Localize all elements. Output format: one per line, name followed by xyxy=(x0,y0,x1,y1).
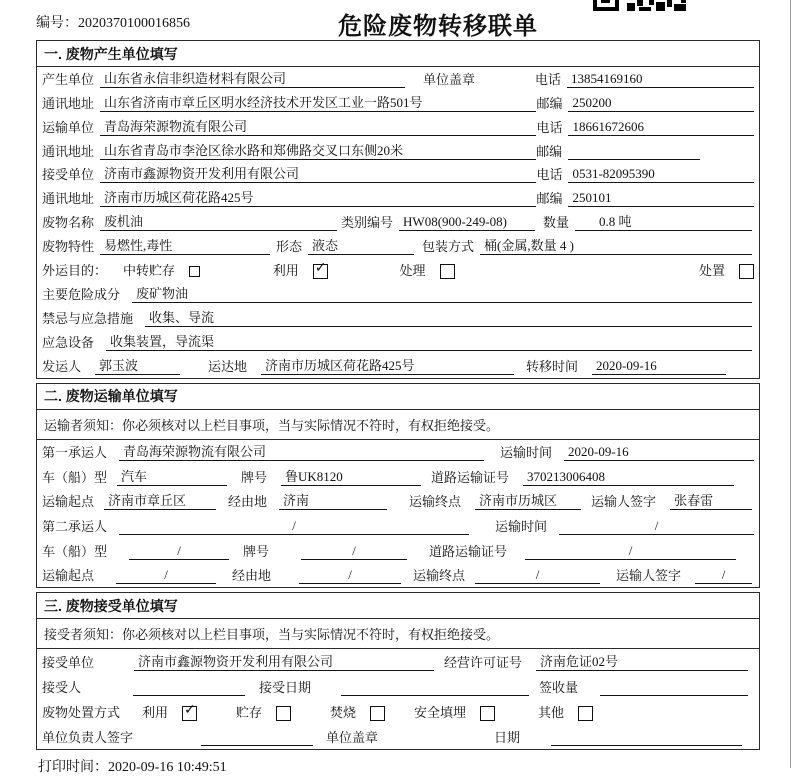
checkbox-disposal-utilize: ✓ xyxy=(182,706,197,721)
section-producer xyxy=(36,40,760,379)
category-code-field: HW08(900-249-08) xyxy=(399,214,535,231)
received-amount-field xyxy=(600,679,748,696)
serial-number xyxy=(36,12,190,32)
checkbox-disposal-landfill xyxy=(480,706,495,721)
manifest-form xyxy=(36,40,760,750)
row-consignor xyxy=(37,354,759,378)
carrier-sign1-label: 运输人签字 xyxy=(591,494,657,510)
origin2-label: 运输起点 xyxy=(42,568,95,584)
terminal2-field: / xyxy=(475,567,600,584)
producer-unit-field: 山东省永信非织造材料有限公司 xyxy=(100,68,405,88)
receiver-zip-label: 邮编 xyxy=(536,191,563,207)
disposal-landfill-label: 安全填埋 xyxy=(414,705,467,721)
row-disposal-method xyxy=(37,699,759,724)
page-edge-line xyxy=(790,0,791,768)
terminal1-label: 运输终点 xyxy=(409,494,462,510)
receive-unit-field: 济南市鑫源物资开发利用有限公司 xyxy=(134,651,434,671)
date-label: 日期 xyxy=(494,730,521,746)
quantity-label: 数量 xyxy=(543,215,570,231)
row-route1 xyxy=(37,489,759,514)
transporter-address-field: 山东省青岛市李沧区徐水路和郑佛路交叉口东侧20米 xyxy=(100,140,536,160)
disposal-incinerate-label: 焚烧 xyxy=(330,705,357,721)
form-label: 形态 xyxy=(276,239,303,255)
carrier2-label: 第二承运人 xyxy=(42,518,108,534)
waste-property-label: 废物特性 xyxy=(42,239,95,255)
row-carrier2 xyxy=(37,513,759,538)
print-time-label: 打印时间： xyxy=(38,760,108,776)
transport-date2-field: / xyxy=(559,518,754,535)
receiver-address-label: 通讯地址 xyxy=(42,191,95,207)
checkbox-disposal-other xyxy=(578,706,593,721)
road-permit1-label: 道路运输证号 xyxy=(431,469,510,485)
consignor-field: 郭玉波 xyxy=(95,355,180,375)
category-code-label: 类别编号 xyxy=(341,215,394,231)
transfer-date-field: 2020-09-16 xyxy=(592,358,726,375)
date-field xyxy=(551,729,742,746)
vehicle-type1-field: 汽车 xyxy=(117,466,227,486)
consignor-label: 发运人 xyxy=(42,358,82,374)
receiver-person-field xyxy=(133,679,245,696)
disposal-other-label: 其他 xyxy=(538,705,565,721)
plate1-field: 鲁UK8120 xyxy=(281,466,421,486)
carrier1-field: 青岛海荣源物流有限公司 xyxy=(119,441,484,461)
emergency-equipment-field: 收集装置，导流渠 xyxy=(106,331,752,351)
row-vehicle1 xyxy=(37,464,759,489)
packaging-field: 桶(金属,数量 4 ) xyxy=(480,235,752,255)
receiver-address-field: 济南市历城区荷花路425号 xyxy=(100,187,536,207)
destination-label: 运达地 xyxy=(208,358,248,374)
producer-address-field: 山东省济南市章丘区明水经济技术开发区工业一路501号 xyxy=(100,92,536,112)
row-vehicle2 xyxy=(37,538,759,563)
unit-seal2-label: 单位盖章 xyxy=(326,730,379,746)
row-transporter-unit xyxy=(37,115,759,139)
origin1-field: 济南市章丘区 xyxy=(104,490,216,510)
receiver-person-label: 接受人 xyxy=(42,680,82,696)
transporter-unit-label: 运输单位 xyxy=(42,119,95,135)
packaging-label: 包装方式 xyxy=(422,239,475,255)
main-hazard-field: 废矿物油 xyxy=(132,283,752,303)
page-title: 危险废物转移联单 xyxy=(338,13,538,40)
disposal-method-label: 废物处置方式 xyxy=(42,705,121,721)
section-transporter xyxy=(36,383,760,589)
row-route2 xyxy=(37,563,759,588)
carrier2-field: / xyxy=(119,518,469,535)
main-hazard-label: 主要危险成分 xyxy=(42,286,121,302)
purpose-treat-label: 处理 xyxy=(399,263,426,279)
row-receiver-person xyxy=(37,674,759,699)
receive-date-field xyxy=(341,679,529,696)
print-time xyxy=(38,756,796,776)
transporter-zip-label: 邮编 xyxy=(536,143,563,159)
checkbox-utilize: ✓ xyxy=(313,264,328,279)
via1-label: 经由地 xyxy=(228,494,268,510)
plate2-field: / xyxy=(301,543,407,560)
transport-date2-label: 运输时间 xyxy=(494,518,547,534)
purpose-utilize-label: 利用 xyxy=(272,263,299,279)
road-permit2-field: / xyxy=(525,543,736,560)
receiver-notice: 接受者须知：你必须核对以上栏目事项，当与实际情况不符时，有权拒绝接受。 xyxy=(37,619,759,649)
via1-field: 济南 xyxy=(279,490,387,510)
row-main-hazard xyxy=(37,282,759,306)
road-permit1-field: 370213006408 xyxy=(523,469,734,486)
license-label: 经营许可证号 xyxy=(444,655,523,671)
transport-date1-label: 运输时间 xyxy=(499,445,552,461)
receiver-phone-field: 0531-82095390 xyxy=(568,166,754,183)
checkbox-disposal-storage xyxy=(276,706,291,721)
waste-name-label: 废物名称 xyxy=(42,215,95,231)
destination-field: 济南市历城区荷花路425号 xyxy=(261,355,514,375)
disposal-utilize-label: 利用 xyxy=(142,705,169,721)
manager-sign-label: 单位负责人签字 xyxy=(42,730,134,746)
producer-unit-label: 产生单位 xyxy=(42,71,95,87)
qr-code-fragment xyxy=(593,0,689,12)
taboo-field: 收集、导流 xyxy=(145,307,752,327)
carrier-sign2-field: / xyxy=(695,567,752,584)
origin2-field: / xyxy=(116,567,216,584)
via2-field: / xyxy=(299,567,401,584)
row-transporter-address xyxy=(37,139,759,163)
document-header xyxy=(0,0,796,40)
serial-label: 编号： xyxy=(36,16,78,31)
road-permit2-label: 道路运输证号 xyxy=(429,543,508,559)
transfer-purpose-label: 外运目的： xyxy=(42,263,108,279)
row-producer-unit xyxy=(37,67,759,91)
transporter-notice: 运输者须知：你必须核对以上栏目事项，当与实际情况不符时，有权拒绝接受。 xyxy=(37,410,759,440)
received-amount-label: 签收量 xyxy=(539,680,579,696)
checkbox-treat xyxy=(440,264,455,279)
transporter-phone-label: 电话 xyxy=(536,119,563,135)
receive-unit-label: 接受单位 xyxy=(42,655,95,671)
row-producer-address xyxy=(37,91,759,115)
transfer-date-label: 转移时间 xyxy=(526,358,579,374)
transporter-phone-field: 18661672606 xyxy=(568,119,754,136)
checkbox-transfer-storage xyxy=(189,266,200,277)
row-carrier1 xyxy=(37,440,759,465)
transport-date1-field: 2020-09-16 xyxy=(564,444,754,461)
checkbox-dispose xyxy=(739,264,754,279)
section-receiver-header: 三. 废物接受单位填写 xyxy=(37,593,759,619)
carrier-sign1-field: 张春雷 xyxy=(670,490,752,510)
receiver-unit-field: 济南市鑫源物资开发利用有限公司 xyxy=(100,163,536,183)
row-emergency-equipment xyxy=(37,330,759,354)
receiver-zip-field: 250101 xyxy=(568,190,754,207)
unit-seal-label: 单位盖章 xyxy=(423,71,476,87)
taboo-label: 禁忌与应急措施 xyxy=(42,310,134,326)
checkbox-disposal-incinerate xyxy=(370,706,385,721)
row-receiver-address xyxy=(37,186,759,210)
vehicle-type1-label: 车（船）型 xyxy=(42,469,108,485)
row-taboo xyxy=(37,306,759,330)
row-waste-property xyxy=(37,234,759,258)
receive-date-label: 接受日期 xyxy=(259,680,312,696)
transporter-zip-field xyxy=(568,143,700,160)
producer-zip-label: 邮编 xyxy=(536,95,563,111)
receiver-phone-label: 电话 xyxy=(536,167,563,183)
terminal1-field: 济南市历城区 xyxy=(475,490,581,510)
via2-label: 经由地 xyxy=(232,568,272,584)
emergency-equipment-label: 应急设备 xyxy=(42,334,95,350)
carrier-sign2-label: 运输人签字 xyxy=(616,568,682,584)
vehicle-type2-label: 车（船）型 xyxy=(42,543,108,559)
row-transfer-purpose xyxy=(37,258,759,282)
producer-address-label: 通讯地址 xyxy=(42,95,95,111)
terminal2-label: 运输终点 xyxy=(413,568,466,584)
carrier1-label: 第一承运人 xyxy=(42,445,108,461)
row-receiver-unit xyxy=(37,163,759,187)
producer-zip-field: 250200 xyxy=(568,95,754,112)
serial-value: 2020370100016856 xyxy=(78,16,190,31)
origin1-label: 运输起点 xyxy=(42,494,95,510)
row-waste-name xyxy=(37,210,759,234)
purpose-transfer-storage-label: 中转贮存 xyxy=(123,263,176,279)
quantity-field: 0.8 吨 xyxy=(575,211,752,231)
producer-phone-field: 13854169160 xyxy=(567,71,754,88)
waste-property-field: 易燃性,毒性 xyxy=(100,235,270,255)
transporter-address-label: 通讯地址 xyxy=(42,143,95,159)
purpose-dispose-label: 处置 xyxy=(698,263,725,279)
form-field: 液态 xyxy=(308,235,414,255)
manager-sign-field xyxy=(201,729,313,746)
waste-name-field: 废机油 xyxy=(100,211,337,231)
receiver-unit-label: 接受单位 xyxy=(42,167,95,183)
vehicle-type2-field: / xyxy=(129,543,229,560)
section-transporter-header: 二. 废物运输单位填写 xyxy=(37,384,759,410)
section-producer-header: 一. 废物产生单位填写 xyxy=(37,41,759,67)
producer-phone-label: 电话 xyxy=(534,71,561,87)
print-time-value: 2020-09-16 10:49:51 xyxy=(108,760,227,776)
transporter-unit-field: 青岛海荣源物流有限公司 xyxy=(100,116,536,136)
disposal-storage-label: 贮存 xyxy=(236,705,263,721)
row-manager-sign xyxy=(37,724,759,749)
license-field: 济南危证02号 xyxy=(536,651,748,671)
plate1-label: 牌号 xyxy=(241,469,268,485)
section-receiver xyxy=(36,592,760,750)
row-receive-unit xyxy=(37,649,759,674)
plate2-label: 牌号 xyxy=(243,543,270,559)
